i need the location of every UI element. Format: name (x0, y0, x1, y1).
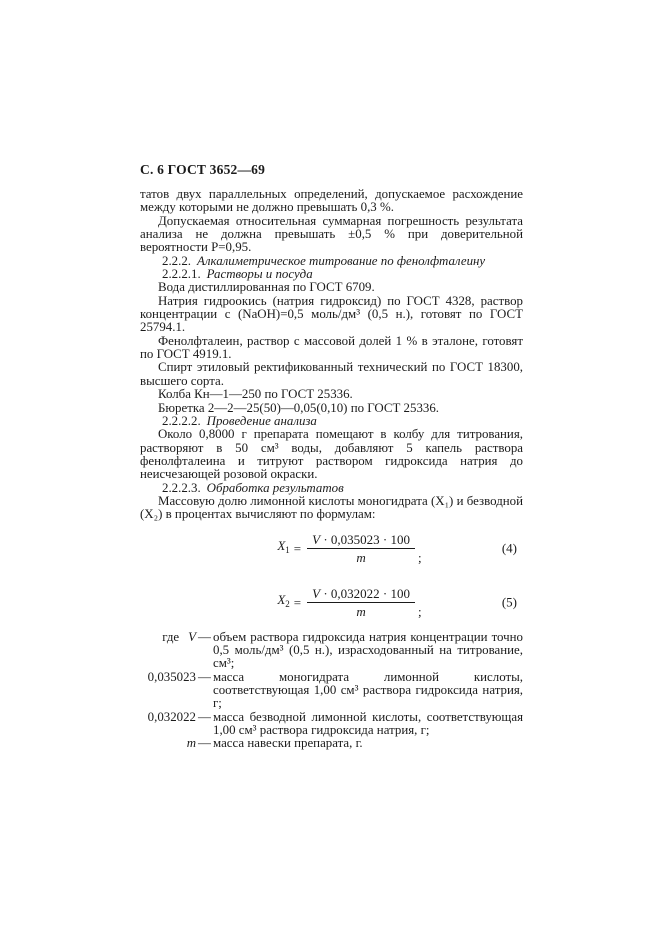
formula-4-variable: X (277, 538, 286, 554)
paragraph-naoh: Натрия гидроокись (натрия гидроксид) по ГОСТ 4328, раствор концентрации с (NaOH)=0,5 моль/дм³ (0,5 н.), готовят по ГОСТ 25794.1. (140, 293, 523, 335)
section-heading-2-2-2-1 (140, 268, 523, 281)
formula-4-num-constants: · 0,035023 · 100 (323, 531, 411, 547)
where-term-0032022: 0,032022 (147, 709, 196, 724)
formula-4-numerator (307, 533, 415, 549)
formula-5-variable: X (277, 592, 286, 608)
paragraph-procedure: Около 0,8000 г препарата помещают в колбу для титрования, растворяют в 50 см³ воды, добавляют 5 капель раствора фенолфталеина и титруют раствором гидроксида натрия до неисчезающей розовой окраски. (140, 427, 523, 482)
formula-5-denominator: m (356, 603, 366, 619)
paragraph-water: Вода дистиллированная по ГОСТ 6709. (158, 280, 375, 295)
formula-4-lhs (277, 539, 289, 557)
formula-4-number: (4) (501, 540, 517, 556)
formula-5-number: (5) (501, 594, 517, 610)
formula-5-fraction (307, 587, 415, 618)
page-header: С. 6 ГОСТ 3652—69 (140, 162, 266, 177)
paragraph-continuation: татов двух параллельных определений, допускаемое расхождение между которыми не должно превышать 0,3 %. (140, 187, 523, 215)
formula-5 (140, 587, 523, 618)
paragraph-burette: Бюретка 2—2—25(50)—0,05(0,10) по ГОСТ 25336. (158, 400, 440, 415)
formula-4-punctuation: ; (418, 549, 422, 565)
section-title: Алкалиметрическое титрование по фенолфталеину (197, 253, 486, 268)
paragraph-flask: Колба Кн—1—250 по ГОСТ 25336. (158, 387, 353, 402)
paragraph-phenolphthalein: Фенолфталеин, раствор с массовой долей 1 % в эталоне, готовят по ГОСТ 4919.1. (140, 333, 523, 362)
formula-4-subscript: 1 (285, 545, 290, 556)
where-term-v: где V (162, 629, 196, 644)
formula-4-fraction (307, 533, 415, 564)
paragraph-tolerance: Допускаемая относительная суммарная погрешность результата анализа не должна превышать ±0,5 % при доверительной вероятности Р=0,95. (140, 213, 523, 255)
where-item-m (136, 737, 523, 750)
where-item-0035023 (136, 671, 523, 711)
dash: — (198, 669, 211, 684)
section-heading-2-2-2-2 (140, 415, 523, 428)
section-number: 2.2.2.2. (162, 413, 201, 428)
where-definition: масса безводной лимонной кислоты, соответствующая 1,00 см³ раствора гидроксида натрия, г; (213, 709, 523, 737)
where-definition: объем раствора гидроксида натрия концентрации точно 0,5 моль/дм³ (0,5 н.), израсходованный на титрование, см³; (213, 629, 523, 671)
formula-5-subscript: 2 (285, 599, 290, 610)
section-title: Проведение анализа (206, 413, 317, 428)
where-definition: масса навески препарата, г. (213, 736, 363, 751)
section-number: 2.2.2.1. (162, 267, 201, 282)
formula-5-lhs (277, 593, 289, 611)
formula-4-denominator: m (356, 549, 366, 565)
paragraph-spirit: Спирт этиловый ректификованный технический по ГОСТ 18300, высшего сорта. (140, 360, 523, 388)
section-heading-2-2-2-3 (140, 482, 523, 495)
formula-4-num-variable: V (312, 531, 321, 547)
formula-5-num-variable: V (312, 585, 321, 601)
formula-5-punctuation: ; (418, 603, 422, 619)
where-item-v (136, 631, 523, 671)
equals-sign: = (293, 540, 302, 556)
formula-4 (140, 533, 523, 564)
where-definition: масса моногидрата лимонной кислоты, соответствующая 1,00 см³ раствора гидроксида натрия, г; (213, 669, 523, 711)
where-list (136, 631, 523, 751)
dash: — (198, 629, 211, 644)
formula-5-numerator (307, 587, 415, 603)
dash: — (198, 709, 211, 724)
where-term-m: m (186, 736, 196, 751)
section-heading-2-2-2 (140, 255, 523, 268)
where-item-0032022 (136, 711, 523, 738)
text-block (140, 162, 523, 751)
where-intro: где (162, 629, 180, 644)
section-title: Растворы и посуда (206, 267, 313, 282)
paragraph-massfrac: Массовую долю лимонной кислоты моногидрата (X₁) и безводной (X₂) в процентах вычисляют по формулам: (140, 493, 523, 522)
formula-5-num-constants: · 0,032022 · 100 (323, 585, 411, 601)
section-title: Обработка результатов (206, 480, 344, 495)
section-number: 2.2.2.3. (162, 480, 201, 495)
where-term-0035023: 0,035023 (147, 669, 196, 684)
section-number: 2.2.2. (162, 253, 192, 268)
dash: — (198, 736, 211, 751)
equals-sign: = (293, 594, 302, 610)
